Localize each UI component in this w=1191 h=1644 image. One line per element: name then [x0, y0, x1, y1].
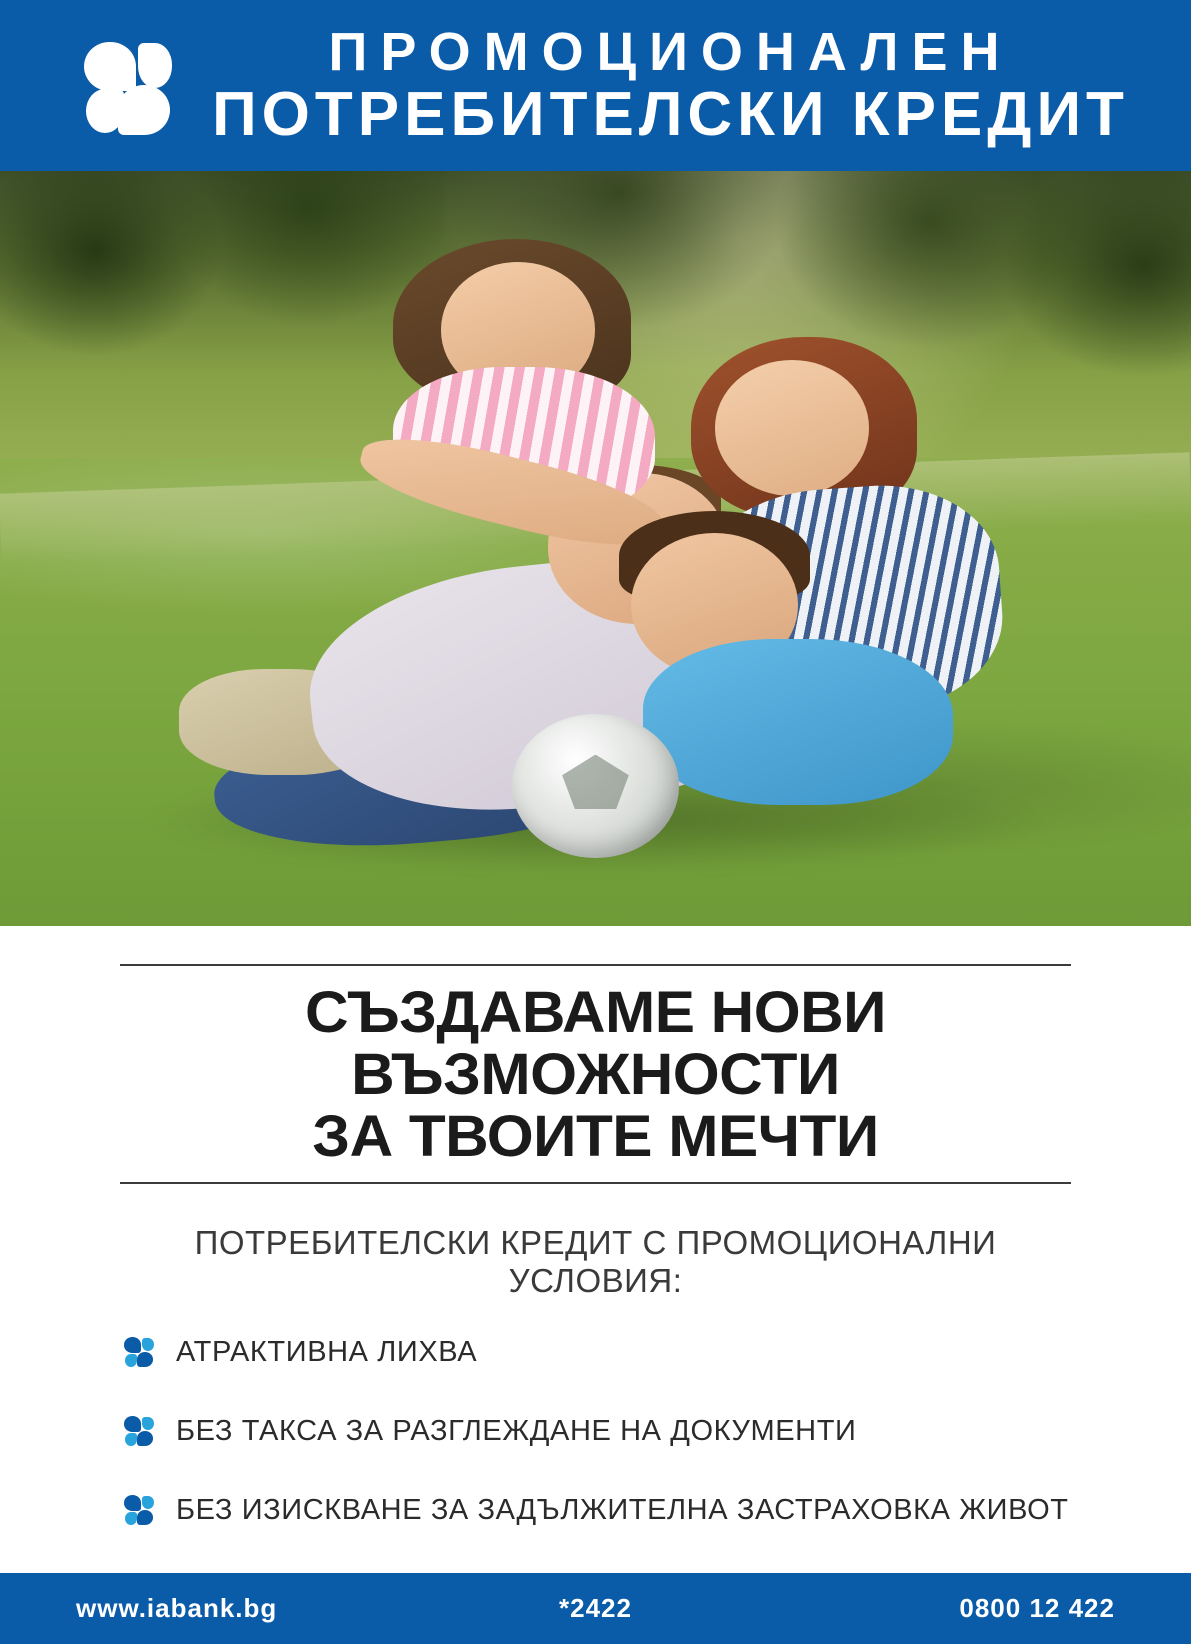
feature-label: АТРАКТИВНА ЛИХВА [176, 1335, 478, 1368]
bullet-shape-top-right [142, 1496, 154, 1509]
poster-header [0, 0, 1191, 171]
logo-shape-top-left [84, 42, 136, 92]
bullet-shape-bottom-left [125, 1354, 138, 1368]
feature-label: БЕЗ ТАКСА ЗА РАЗГЛЕЖДАНЕ НА ДОКУМЕНТИ [176, 1414, 857, 1447]
football-ball [512, 714, 679, 857]
logo-mark [80, 40, 176, 136]
page-title [101, 966, 1090, 1182]
list-item [124, 1494, 1071, 1527]
bullet-shape-bottom-right [137, 1431, 153, 1446]
bullet-shape-bottom-right [137, 1510, 153, 1525]
list-item [124, 1336, 1071, 1369]
bullet-shape-top-right [142, 1417, 154, 1430]
list-item [124, 1415, 1071, 1448]
ia-bank-bullet-icon [124, 1416, 154, 1446]
bullet-shape-top-left [124, 1495, 141, 1511]
headline-line2: ЗА ТВОИТЕ МЕЧТИ [312, 1103, 879, 1169]
family-group [0, 171, 1191, 925]
bullet-shape-top-left [124, 1416, 141, 1432]
ia-bank-bullet-icon [124, 1495, 154, 1525]
mother-face [715, 360, 870, 496]
subheadline: ПОТРЕБИТЕЛСКИ КРЕДИТ С ПРОМОЦИОНАЛНИ УСЛОВИЯ: [194, 1223, 997, 1299]
headline-line1: СЪЗДАВАМЕ НОВИ ВЪЗМОЖНОСТИ [304, 979, 887, 1107]
footer-phone[interactable]: 0800 12 422 [959, 1592, 1115, 1623]
ia-bank-bullet-icon [124, 1337, 154, 1367]
feature-label: БЕЗ ИЗИСКВАНЕ ЗА ЗАДЪЛЖИТЕЛНА ЗАСТРАХОВКА ЖИВОТ [176, 1493, 1069, 1526]
bullet-shape-bottom-right [137, 1352, 153, 1367]
header-title-line2: ПОТРЕБИТЕЛСКИ КРЕДИТ [212, 79, 1129, 149]
boy-blue-shirt [643, 639, 953, 805]
bullet-shape-bottom-left [125, 1433, 138, 1447]
bullet-shape-bottom-left [125, 1512, 138, 1526]
logo-shape-top-right [138, 43, 173, 87]
feature-list [120, 1336, 1071, 1527]
footer-short-number[interactable]: *2422 [559, 1592, 632, 1623]
footer-website[interactable]: www.iabank.bg [76, 1592, 278, 1623]
ia-bank-logo-icon [80, 40, 176, 136]
logo-shape-bottom-right [118, 85, 170, 135]
poster-footer [0, 1573, 1191, 1644]
bullet-shape-top-left [124, 1337, 141, 1353]
header-titles [210, 21, 1191, 149]
bullet-shape-top-right [142, 1338, 154, 1351]
header-title-line1: ПРОМОЦИОНАЛЕН [328, 21, 1013, 82]
poster-content [0, 926, 1191, 1573]
hero-photo [0, 171, 1191, 925]
